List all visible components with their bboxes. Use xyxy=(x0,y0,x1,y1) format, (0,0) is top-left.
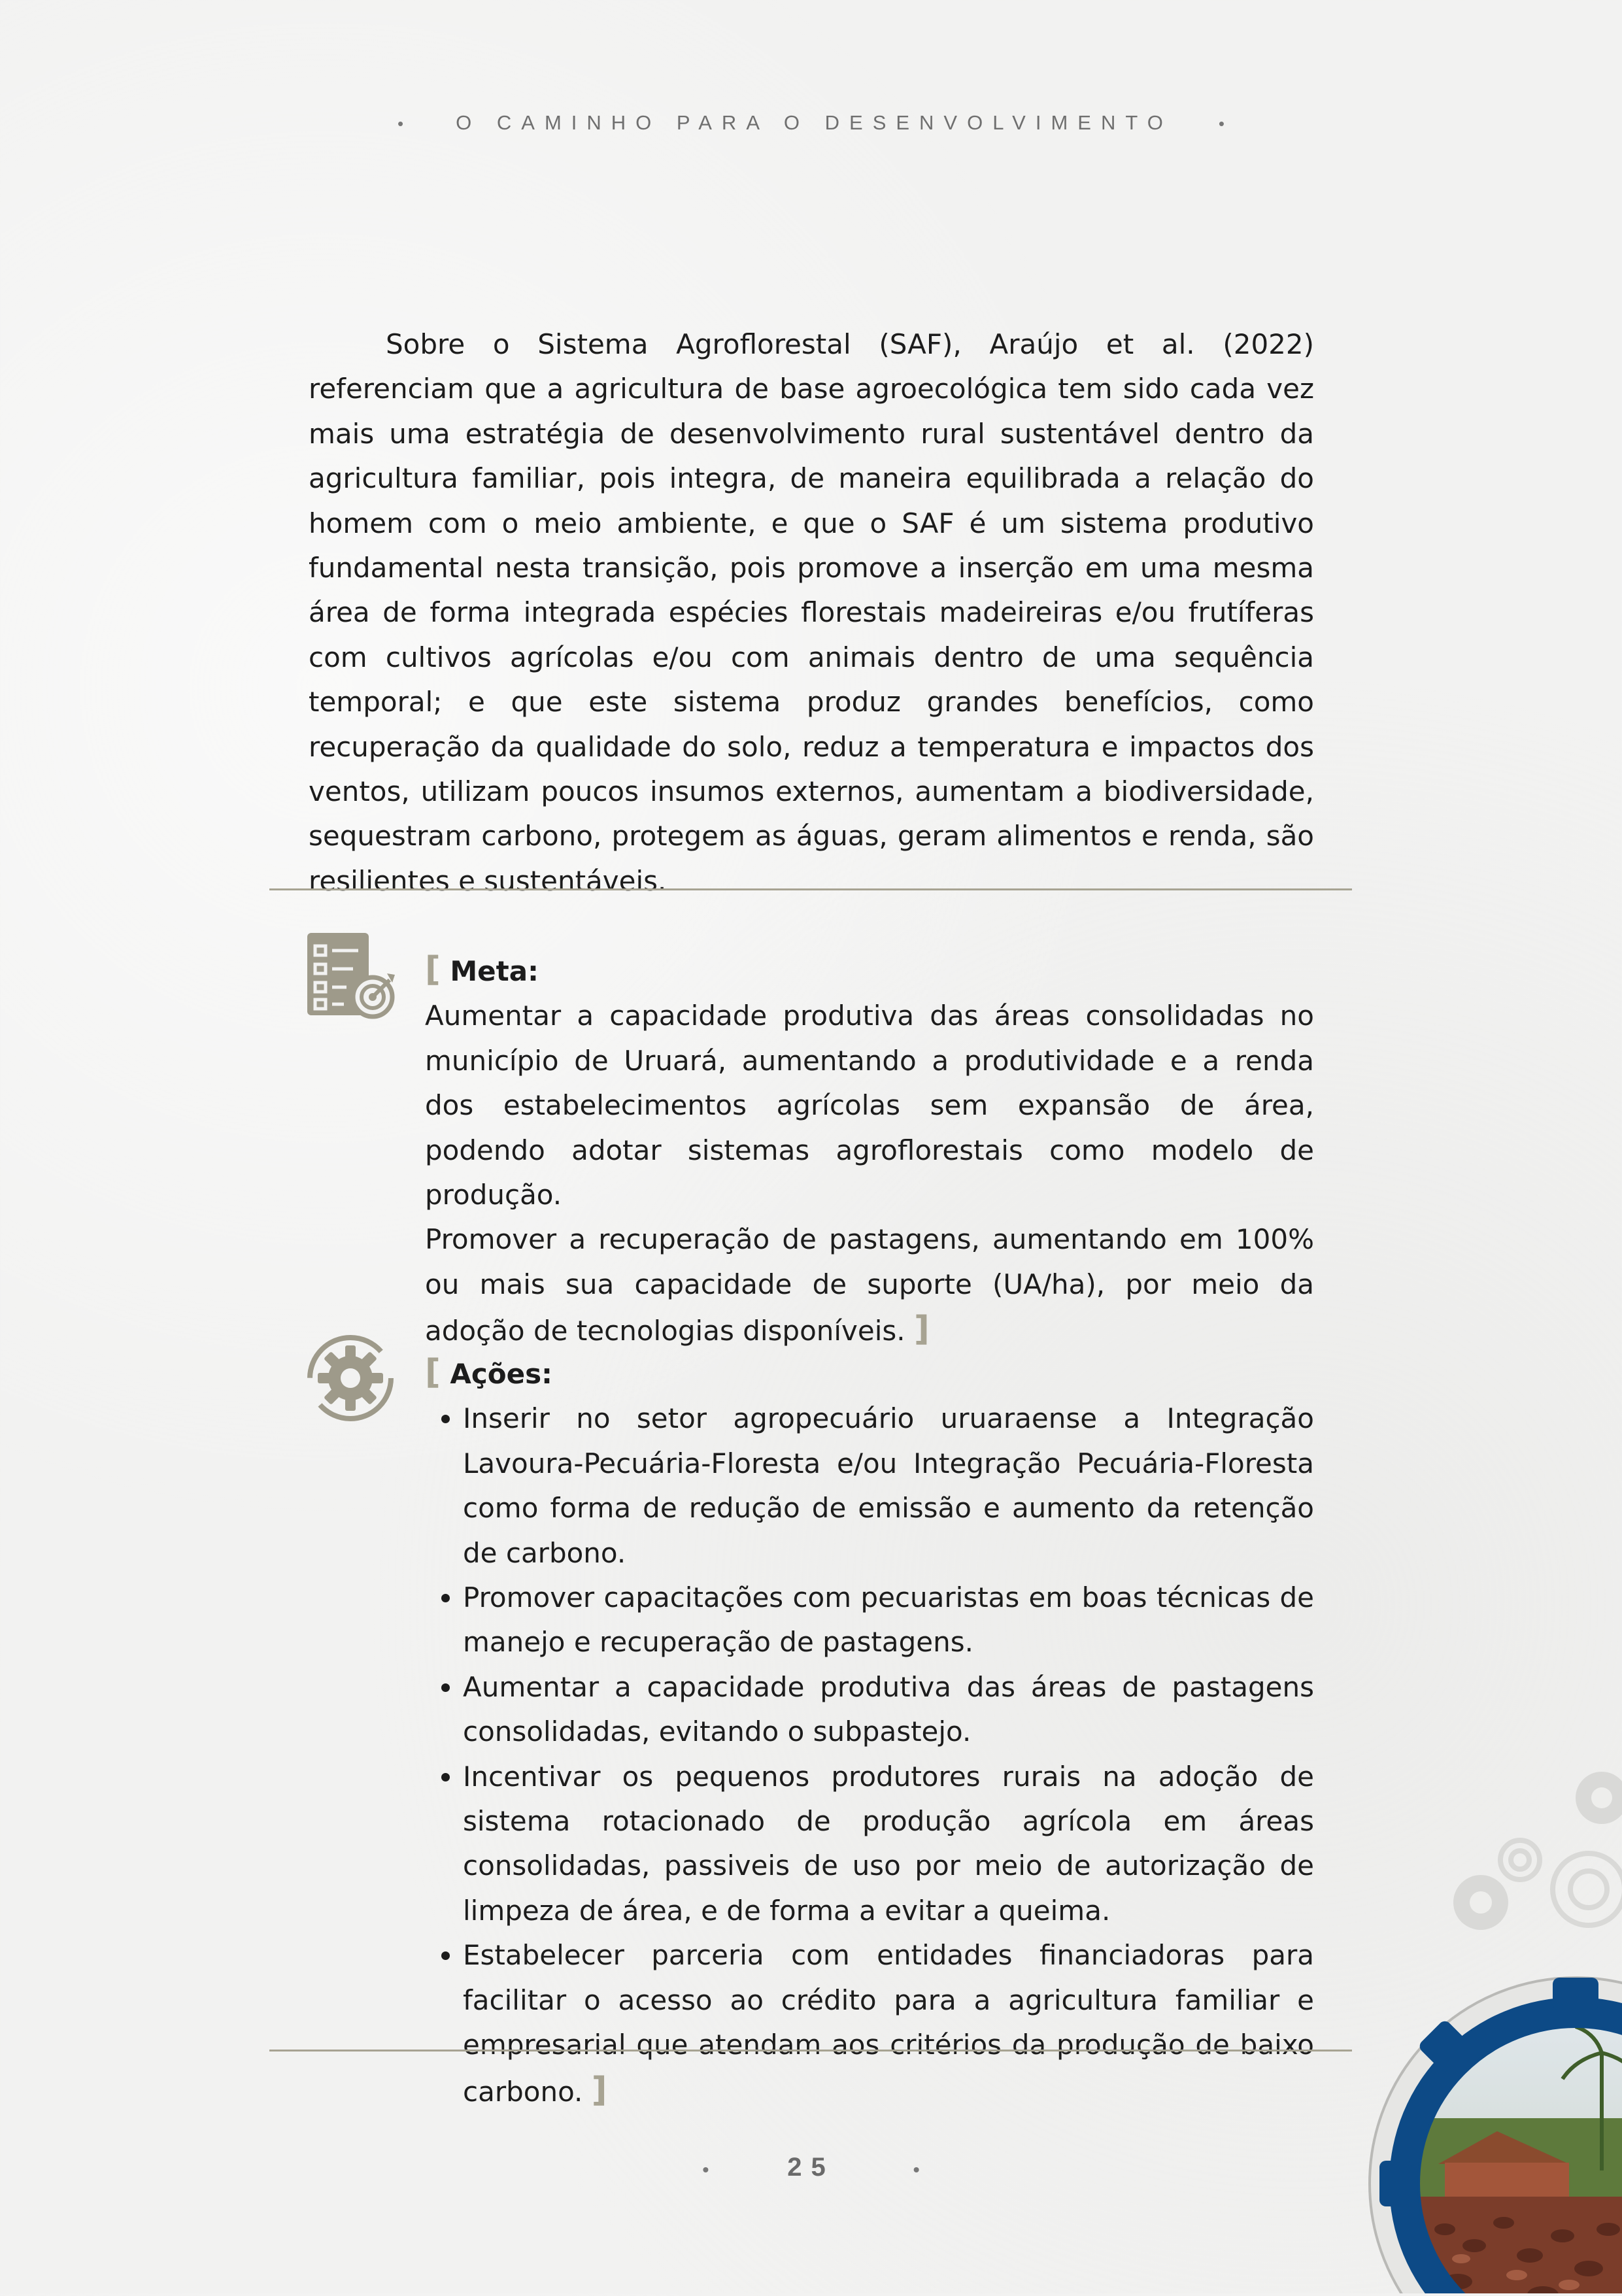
acoes-block xyxy=(425,1350,1314,2114)
bullet-dot-icon: • xyxy=(913,2159,920,2180)
decorative-gear-photo xyxy=(1294,1713,1622,2293)
section-divider xyxy=(269,888,1352,890)
acoes-heading: Ações: xyxy=(450,1358,552,1390)
list-item-text: Estabelecer parceria com entidades financiadoras para facilitar o acesso ao crédito para a agricultura familiar e empresarial que atendam aos critérios da produção de baixo carbono. xyxy=(463,1939,1314,2107)
meta-heading: Meta: xyxy=(450,955,539,987)
acoes-list xyxy=(425,1396,1314,2114)
close-bracket: ] xyxy=(592,2070,607,2110)
meta-paragraph xyxy=(425,1217,1314,1353)
acoes-heading-line xyxy=(425,1350,1314,1396)
bullet-dot-icon: • xyxy=(1219,114,1225,133)
open-bracket: [ xyxy=(425,950,441,989)
list-item: • Incentivar os pequenos produtores rurais na adoção de sistema rotacionado de produção agrícola em áreas consolidadas, passiveis de uso por meio de autorização de limpeza de área, e de forma a evitar a queima. xyxy=(463,1755,1314,1934)
meta-heading-line xyxy=(425,947,1314,994)
running-title: O CAMINHO PARA O DESENVOLVIMENTO xyxy=(456,111,1173,134)
bullet-dot-icon: • xyxy=(702,2159,709,2180)
open-bracket: [ xyxy=(425,1353,441,1392)
list-item xyxy=(463,1933,1314,2114)
list-item: • Inserir no setor agropecuário uruaraense a Integração Lavoura-Pecuária-Floresta e/ou Integração Pecuária-Floresta como forma de redução de emissão e aumento da retenção de carbono. xyxy=(463,1396,1314,1576)
meta-paragraph-text: Promover a recuperação de pastagens, aumentando em 100% ou mais sua capacidade de suporte (UA/ha), por meio da adoção de tecnologias disponíveis. xyxy=(425,1223,1314,1347)
gear-icon xyxy=(306,1334,395,1423)
list-item: • Aumentar a capacidade produtiva das áreas de pastagens consolidadas, evitando o subpastejo. xyxy=(463,1665,1314,1755)
section-divider xyxy=(269,2050,1352,2051)
checklist-target-icon xyxy=(306,932,395,1021)
close-bracket: ] xyxy=(914,1309,930,1349)
meta-block xyxy=(425,947,1314,1354)
bullet-dot-icon: • xyxy=(397,114,403,133)
running-header xyxy=(0,110,1622,136)
list-item: • Promover capacitações com pecuaristas em boas técnicas de manejo e recuperação de pastagens. xyxy=(463,1576,1314,1665)
page-number: 25 xyxy=(787,2153,835,2182)
meta-paragraph: Aumentar a capacidade produtiva das áreas consolidadas no município de Uruará, aumentando a produtividade e a renda dos estabelecimentos agrícolas sem expansão de área, podendo adotar sistemas agroflorestais como modelo de produção. xyxy=(425,994,1314,1217)
intro-paragraph: Sobre o Sistema Agroflorestal (SAF), Araújo et al. (2022) referenciam que a agricultura de base agroecológica tem sido cada vez mais uma estratégia de desenvolvimento rural sustentável dentro da agricultura familiar, pois integra, de maneira equilibrada a relação do homem com o meio ambiente, e que o SAF é um sistema produtivo fundamental nesta transição, pois promove a inserção em uma mesma área de forma integrada espécies florestais madeireiras e/ou frutíferas com cultivos agrícolas e/ou com animais dentro de uma sequência temporal; e que este sistema produz grandes benefícios, como recuperação da qualidade do solo, reduz a temperatura e impactos dos ventos, utilizam poucos insumos externos, aumentam a biodiversidade, sequestram carbono, protegem as águas, geram alimentos e renda, são resilientes e sustentáveis. xyxy=(309,322,1314,903)
